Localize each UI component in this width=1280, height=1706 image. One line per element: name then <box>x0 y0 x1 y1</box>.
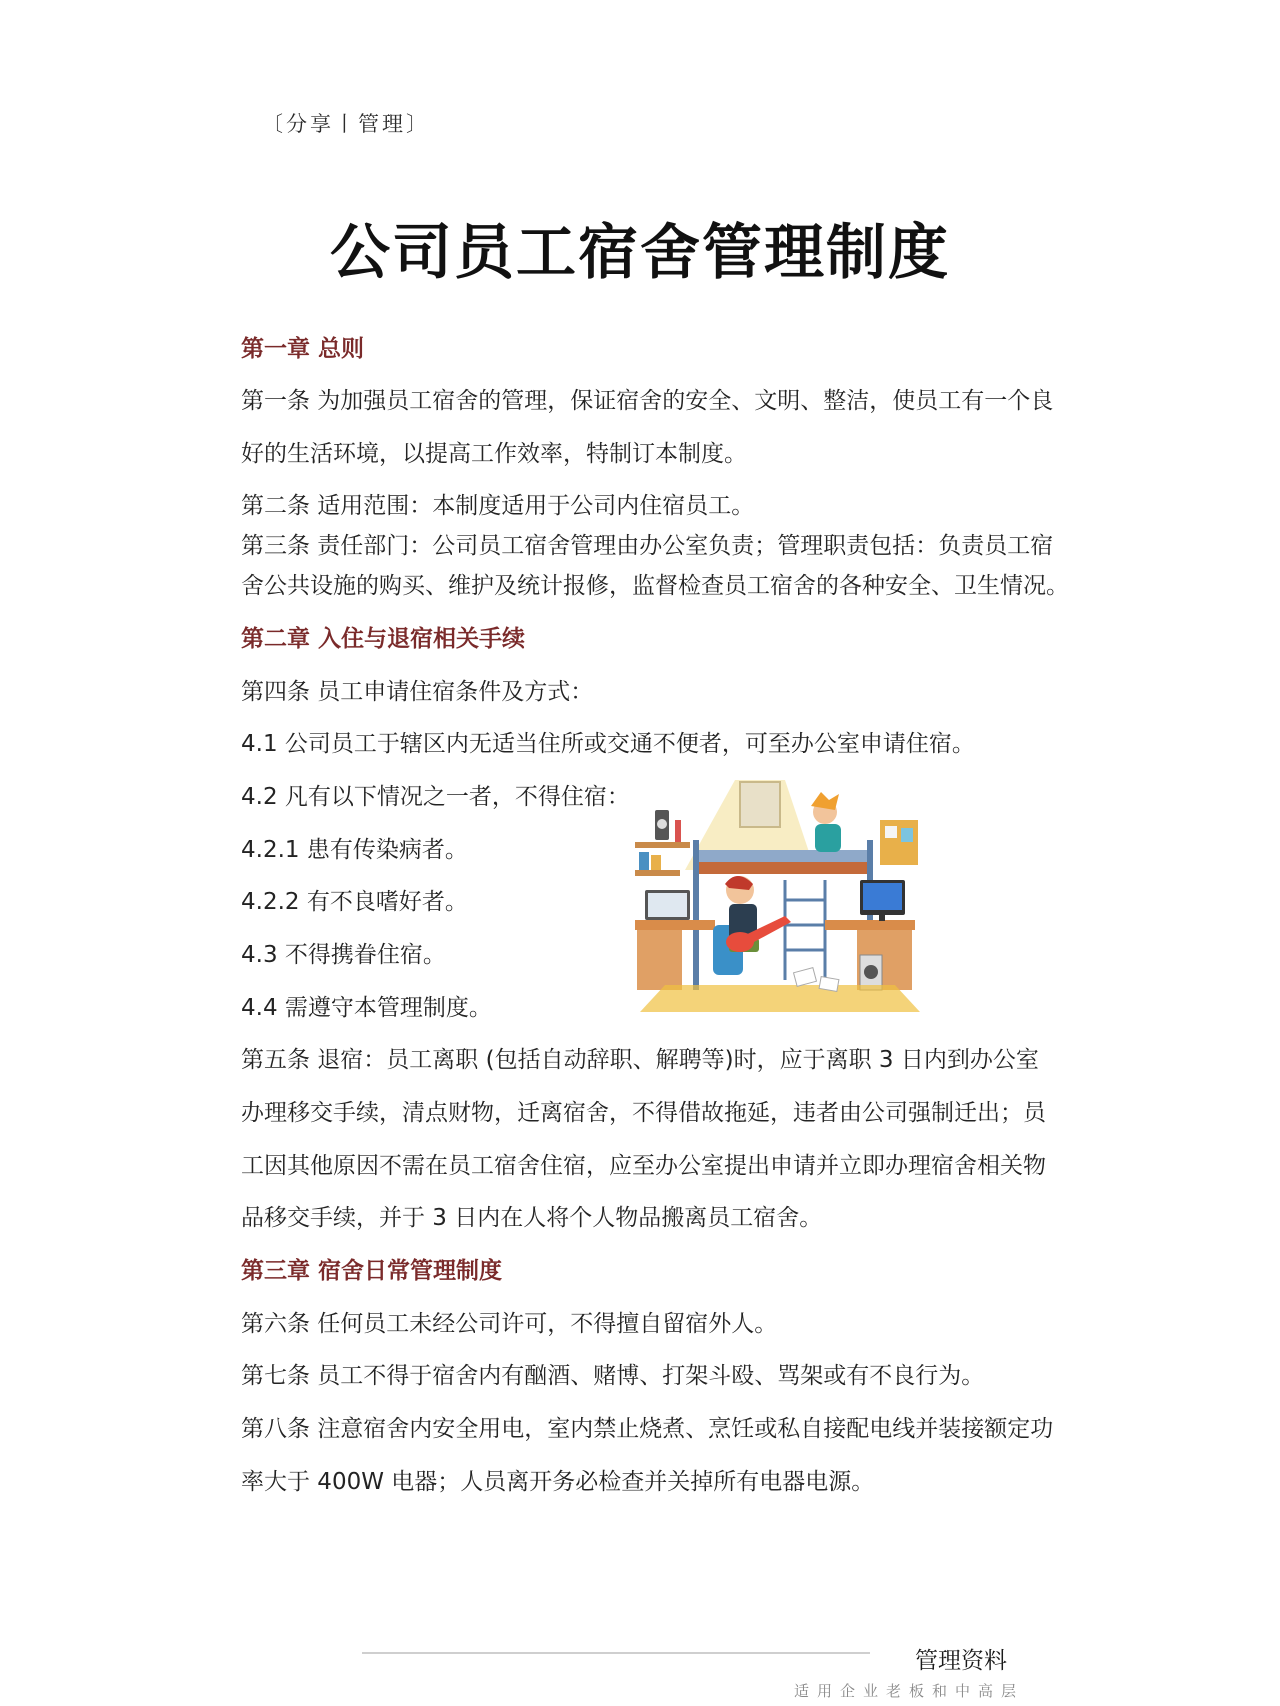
paragraph-line: 4.2 凡有以下情况之一者，不得住宿： <box>241 784 630 810</box>
paragraph-line: 好的生活环境，以提高工作效率，特制订本制度。 <box>241 441 747 467</box>
paragraph-line: 办理移交手续，清点财物，迁离宿舍，不得借故拖延，违者由公司强制迁出；员 <box>241 1100 1046 1126</box>
paragraph-line: 工因其他原因不需在员工宿舍住宿，应至办公室提出申请并立即办理宿舍相关物 <box>241 1153 1046 1179</box>
footer-divider <box>362 1652 870 1654</box>
paragraph-line: 第一条 为加强员工宿舍的管理，保证宿舍的安全、文明、整洁，使员工有一个良 <box>241 388 1054 414</box>
header-tag: 〔分享丨管理〕 <box>262 112 430 136</box>
dormitory-illustration <box>625 780 927 1012</box>
footer-slogan: 适用企业老板和中高层 <box>794 1682 1025 1700</box>
paragraph-line: 4.4 需遵守本管理制度。 <box>241 995 492 1021</box>
paragraph-line: 品移交手续，并于 3 日内在人将个人物品搬离员工宿舍。 <box>241 1205 823 1231</box>
chapter-1-heading: 第一章 总则 <box>241 336 365 362</box>
paragraph-line: 第三条 责任部门：公司员工宿舍管理由办公室负责；管理职责包括：负责员工宿 <box>241 533 1054 559</box>
page-title: 公司员工宿舍管理制度 <box>330 218 950 288</box>
chapter-3-heading: 第三章 宿舍日常管理制度 <box>241 1258 503 1284</box>
paragraph-line: 4.3 不得携眷住宿。 <box>241 942 446 968</box>
paragraph-line: 率大于 400W 电器；人员离开务必检查并关掉所有电器电源。 <box>241 1469 875 1495</box>
paragraph-line: 第六条 任何员工未经公司许可，不得擅自留宿外人。 <box>241 1311 778 1337</box>
paragraph-line: 第七条 员工不得于宿舍内有酗酒、赌博、打架斗殴、骂架或有不良行为。 <box>241 1363 985 1389</box>
paragraph-line: 舍公共设施的购买、维护及统计报修，监督检查员工宿舍的各种安全、卫生情况。 <box>241 573 1069 599</box>
paragraph-line: 4.2.1 患有传染病者。 <box>241 837 468 863</box>
chapter-2-heading: 第二章 入住与退宿相关手续 <box>241 626 526 652</box>
paragraph-line: 第二条 适用范围：本制度适用于公司内住宿员工。 <box>241 493 755 519</box>
paragraph-line: 第八条 注意宿舍内安全用电，室内禁止烧煮、烹饪或私自接配电线并装接额定功 <box>241 1416 1054 1442</box>
footer-brand: 管理资料 <box>915 1648 1007 1674</box>
paragraph-line: 第四条 员工申请住宿条件及方式： <box>241 679 594 705</box>
paragraph-line: 4.2.2 有不良嗜好者。 <box>241 889 468 915</box>
paragraph-line: 4.1 公司员工于辖区内无适当住所或交通不便者，可至办公室申请住宿。 <box>241 731 975 757</box>
paragraph-line: 第五条 退宿：员工离职 (包括自动辞职、解聘等)时，应于离职 3 日内到办公室 <box>241 1047 1039 1073</box>
